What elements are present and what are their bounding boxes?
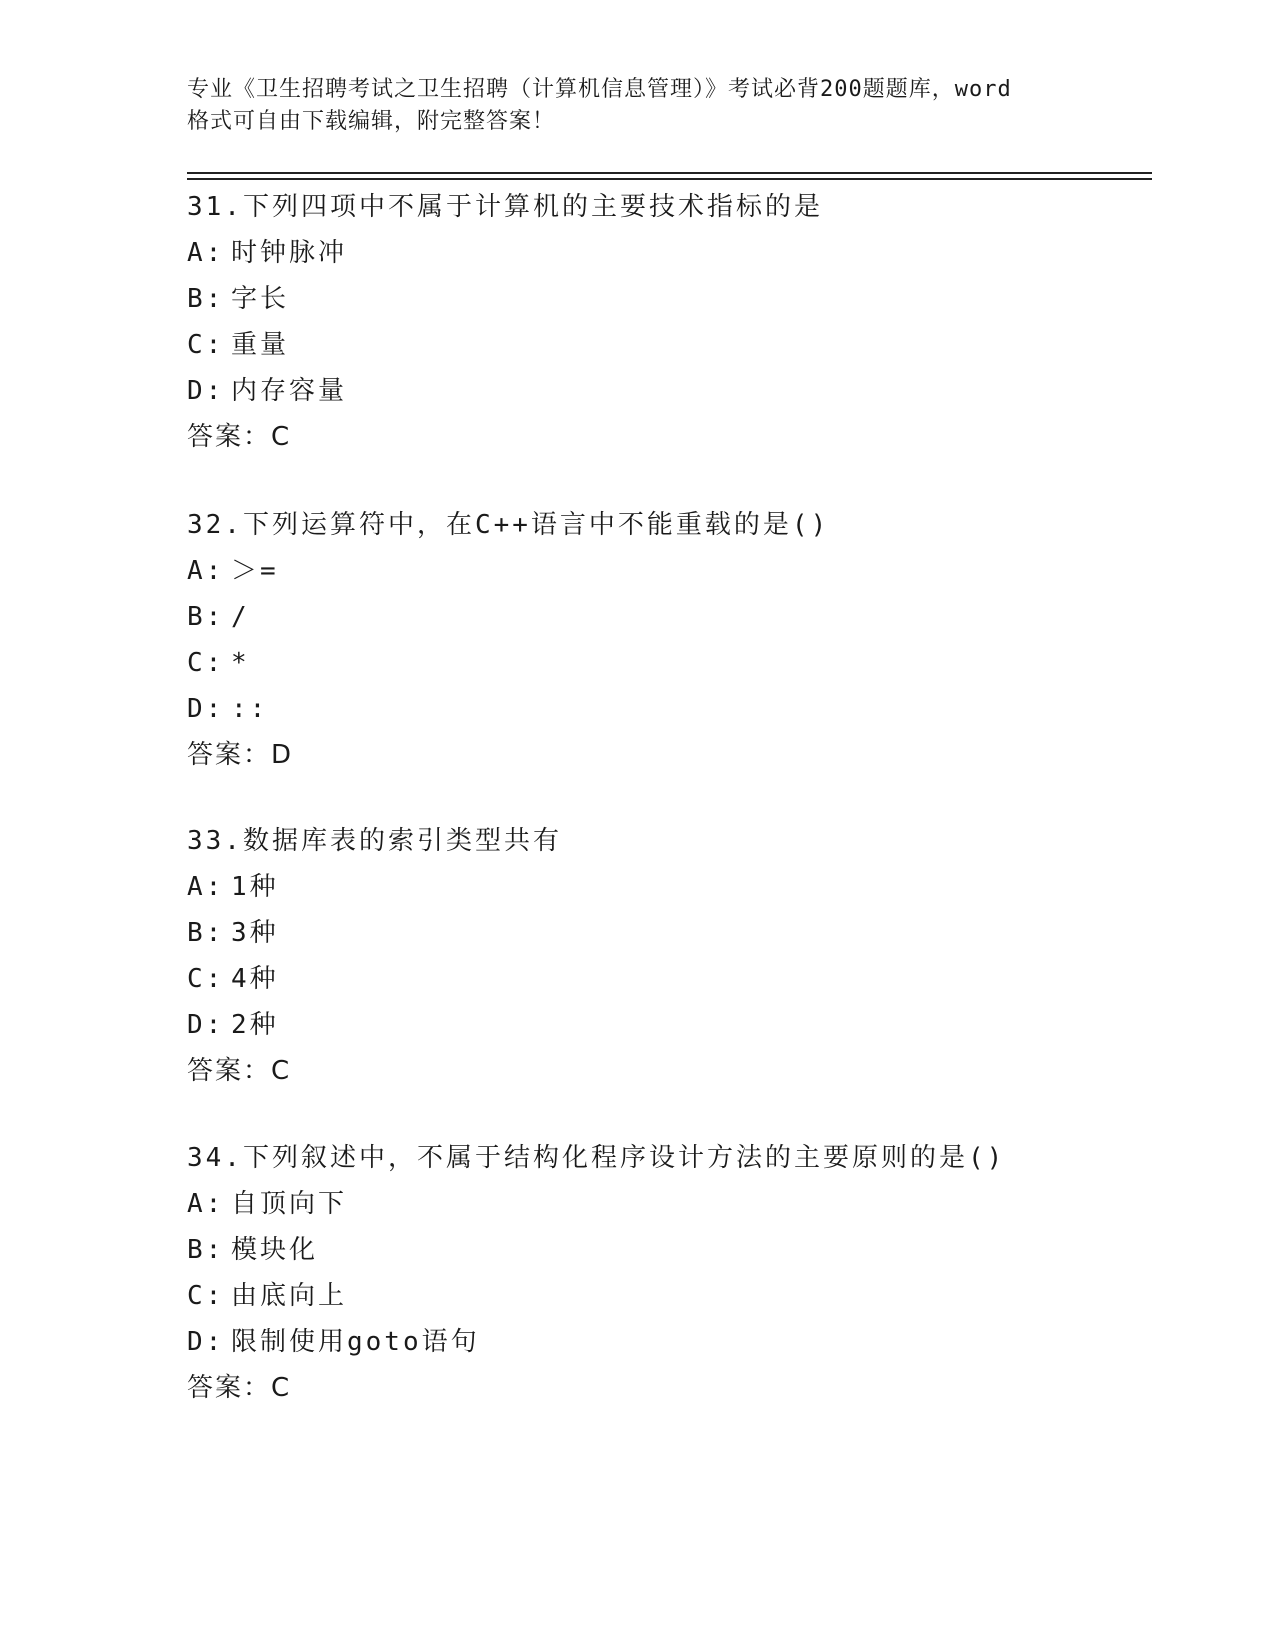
header-line-1: 专业《卫生招聘考试之卫生招聘（计算机信息管理）》考试必背200题题库，word: [187, 77, 1012, 102]
option-c: [187, 330, 1152, 376]
option-key: C:: [187, 964, 225, 994]
option-a: [187, 1189, 1152, 1235]
option-text: 时钟脉冲: [231, 238, 348, 268]
header-rule-top: [187, 172, 1152, 174]
option-text: ::: [231, 694, 269, 724]
option-b: [187, 602, 1152, 648]
option-key: A:: [187, 872, 225, 902]
option-b: [187, 918, 1152, 964]
answer-label: 答案：C: [187, 1373, 292, 1403]
option-text: /: [231, 602, 250, 632]
option-c: [187, 648, 1152, 694]
option-c: [187, 1281, 1152, 1327]
option-text: *: [231, 648, 250, 678]
option-key: C:: [187, 330, 225, 360]
option-text: 2种: [231, 1010, 279, 1040]
answer-label: 答案：C: [187, 422, 292, 452]
document-header: [187, 74, 1087, 138]
question-31: [187, 192, 1152, 468]
option-d: [187, 1327, 1152, 1373]
option-d: [187, 376, 1152, 422]
option-text: 自顶向下: [231, 1189, 348, 1219]
option-b: [187, 284, 1152, 330]
option-text: 模块化: [231, 1235, 319, 1265]
option-key: D:: [187, 1010, 225, 1040]
option-a: [187, 238, 1152, 284]
option-key: D:: [187, 694, 225, 724]
option-key: A:: [187, 1189, 225, 1219]
question-stem: 31.下列四项中不属于计算机的主要技术指标的是: [187, 192, 823, 222]
option-text: 1种: [231, 872, 279, 902]
option-text: 重量: [231, 330, 290, 360]
option-d: [187, 694, 1152, 740]
option-text: 字长: [231, 284, 290, 314]
option-key: B:: [187, 284, 225, 314]
question-33: [187, 826, 1152, 1102]
question-32: [187, 510, 1152, 786]
option-key: D:: [187, 1327, 225, 1357]
question-stem: 33.数据库表的索引类型共有: [187, 826, 562, 856]
question-stem: 34.下列叙述中，不属于结构化程序设计方法的主要原则的是(): [187, 1143, 1006, 1173]
option-text: 内存容量: [231, 376, 348, 406]
question-stem: 32.下列运算符中，在C++语言中不能重载的是(): [187, 510, 830, 540]
question-34: [187, 1143, 1152, 1419]
option-key: A:: [187, 556, 225, 586]
option-text: 由底向上: [231, 1281, 348, 1311]
option-key: C:: [187, 648, 225, 678]
option-c: [187, 964, 1152, 1010]
option-text: ＞=: [231, 556, 279, 586]
answer-label: 答案：C: [187, 1056, 292, 1086]
header-line-2: 格式可自由下载编辑，附完整答案！: [187, 109, 556, 134]
option-key: A:: [187, 238, 225, 268]
option-text: 限制使用goto语句: [231, 1327, 480, 1357]
option-text: 4种: [231, 964, 279, 994]
answer-label: 答案：D: [187, 740, 294, 770]
option-key: B:: [187, 1235, 225, 1265]
header-rule-bottom: [187, 178, 1152, 180]
option-b: [187, 1235, 1152, 1281]
option-key: C:: [187, 1281, 225, 1311]
option-key: B:: [187, 602, 225, 632]
option-key: D:: [187, 376, 225, 406]
option-a: [187, 872, 1152, 918]
option-d: [187, 1010, 1152, 1056]
option-key: B:: [187, 918, 225, 948]
option-a: [187, 556, 1152, 602]
option-text: 3种: [231, 918, 279, 948]
